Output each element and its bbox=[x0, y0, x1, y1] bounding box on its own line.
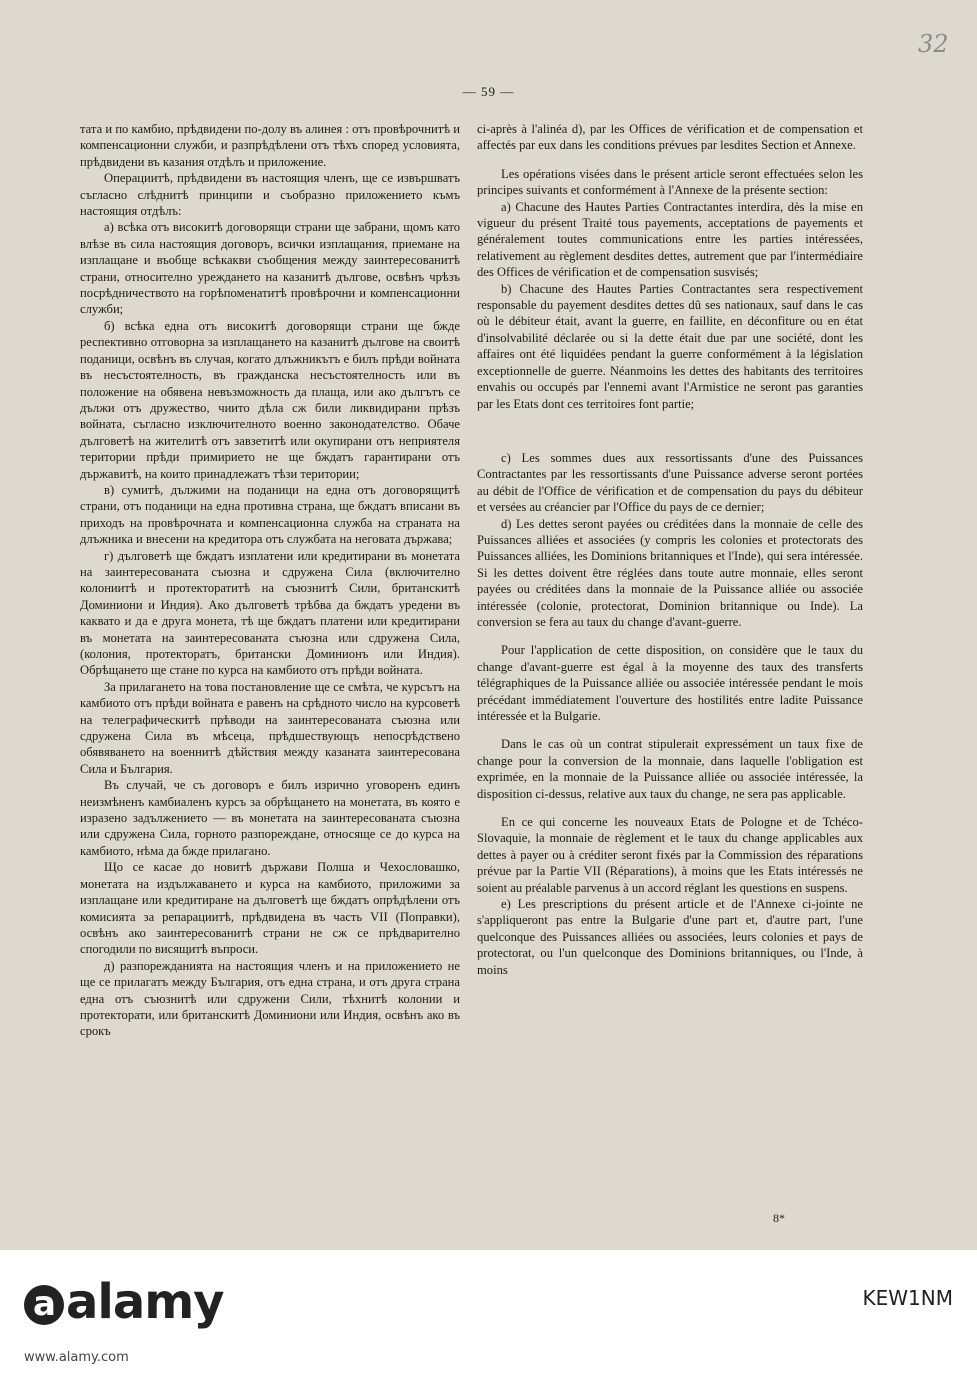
watermark-url: www.alamy.com bbox=[24, 1350, 129, 1365]
pencil-page-mark: 32 bbox=[918, 30, 949, 58]
paragraph: e) Les prescriptions du présent article et de l'Annexe ci-jointe ne s'appliqueront pas entre la Bulgarie d'une part et, d'autre part, l'une quelconque des Puissances alliées ou associées, leurs colonies et pays de protectorat, ou l'un quelconque des Dominions britanniques, ou l'Inde, à moins bbox=[477, 897, 863, 977]
paragraph: ci-après à l'alinéa d), par les Offices de vérification et de compensation et affectés par eux dans les conditions prévues par lesdites Section et Annexe. bbox=[477, 122, 863, 153]
paragraph: тата и по камбио, прѣдвидени по-долу въ алинея : отъ провѣрочнитѣ и компенсационни служби, и разпрѣдѣлени отъ тѣхъ според условията, прѣдвидени въ казания отдѣлъ и приложение. bbox=[80, 122, 460, 169]
paragraph: b) Chacune des Hautes Parties Contractantes sera respectivement responsable du payement desdites dettes dû ses nationaux, sauf dans le cas où le débiteur était, avant la guerre, en faillite, en déconfiture ou en état d'insolvabilité déclarée ou si la dette était due par une société, dont les affaires ont été liquidées pendant la guerre conformément à la législation exceptionnelle de guerre. Néanmoins les dettes des habitants des territoires envahis ou occupés par l'ennemi avant l'Armistice ne seront pas garanties par les Etats dont ces territoires font partie; bbox=[477, 281, 863, 411]
alamy-logo-icon: a bbox=[24, 1285, 64, 1325]
image-id: KEW1NM bbox=[862, 1286, 953, 1310]
alamy-logo-text: alamy bbox=[66, 1274, 224, 1330]
paragraph: б) всѣка една отъ високитѣ договорящи страни ще бжде респективно отговорна за изплащането на казанитѣ дългове на своитѣ поданици, освѣнъ въ случая, когато длъжникътъ е билъ прѣди войната въ несъстоятелность, въ гражданска несъстоятелность или въ положение на обявена невъзможность да плаща, или ако дългътъ се дължи отъ дружество, чиито дѣла сж били ликвидирани прѣзъ войната, съгласно изключителното военно законодателство. Обаче дълговетѣ на жителитѣ отъ завзетитѣ или окупирани отъ неприятеля територии прѣди примирието не ще бждатъ гарантирани отъ държавитѣ, на които принадлежатъ тѣзи територии; bbox=[80, 318, 460, 481]
paragraph: Въ случай, че съ договоръ е билъ изрично уговоренъ единъ неизмѣненъ камбиаленъ курсъ за обрѣщането на монетата, въ която е изразено задължението — въ монетата на заинтересованата съюзна или сдружена Сила, горното разпореждане, относяще се до курса на камбиото, нѣма да бжде прилагано. bbox=[80, 778, 460, 858]
paragraph: Pour l'application de cette disposition, on considère que le taux du change d'avant-guerre est égal à la moyenne des taux des transferts télégraphiques de la Puissance alliée ou associée intéressée pendant le mois précédant immédiatement l'ouverture des hostilités entre ladite Puissance intéressée et la Bulgarie. bbox=[477, 643, 863, 723]
printer-signature: 8* bbox=[773, 1211, 785, 1225]
alamy-logo bbox=[24, 1274, 224, 1330]
paragraph: En ce qui concerne les nouveaux Etats de Pologne et de Tchéco-Slovaquie, la monnaie de règlement et le taux du change applicables aux dettes à payer ou à créditer seront fixés par la Commission des réparations prévue par la Partie VII (Réparations), à moins que les Etats intéressés ne soient au préalable parvenus à un accord réglant les questions en suspens. bbox=[477, 815, 863, 895]
paragraph: а) всѣка отъ високитѣ договорящи страни ще забрани, щомъ като влѣзе въ сила настоящия договоръ, всички изплащания, приемане на изплащане и въобще всѣкакви съобщения между заинтересованитѣ страни, относително уреждането на казанитѣ дългове, освѣнъ чрѣзъ посрѣдничеството на горѣпоменатитѣ провѣрочни и компенсационни служби; bbox=[80, 220, 460, 317]
paragraph: За прилагането на това постановление ще се смѣта, че курсътъ на камбиото отъ прѣди войната е равенъ на срѣдното число на курсоветѣ на телеграфическитѣ прѣводи на заинтересованата съюзна или сдружена Сила въ мѣсеца, прѣдшествующъ непосрѣдствено обявяването на военнитѣ дѣйствия между казаната заинтересована Сила и България. bbox=[80, 679, 460, 776]
paragraph: Що се касае до новитѣ държави Полша и Чехословашко, монетата на издължаването и курса на камбиото, приложими за изплащане или кредитиране на дълговетѣ ще бждатъ опрѣдѣлени отъ комисията за репарациитѣ, прѣдвидена въ часть VII (Поправки), освѣнъ ако заинтересованитѣ страни не сж се прѣдварително спогодили по висящитѣ въпроси. bbox=[80, 860, 460, 957]
paragraph: Dans le cas où un contrat stipulerait expressément un taux fixe de change pour la conversion de la monnaie, dans laquelle l'obligation est exprimée, en la monnaie de la Puissance alliée ou associée intéressée, la disposition ci-dessus, relative aux taux du change, ne sera pas applicable. bbox=[477, 737, 863, 801]
page-number: — 59 — bbox=[462, 84, 515, 99]
paragraph: c) Les sommes dues aux ressortissants d'une des Puissances Contractantes par les ressortissants d'une Puissance adverse seront portées au débit de l'Office de vérification et de compensation du pays du débiteur et versées au créancier par l'Office du pays de ce dernier; bbox=[477, 450, 863, 515]
paragraph: a) Chacune des Hautes Parties Contractantes interdira, dès la mise en vigueur du présent Traité tous payements, acceptations de payements et généralement toutes communications entre les parties intéressées, relativement au règlement desdites dettes, autrement que par l'intermédiaire des Offices de vérification et de compensation susvisés; bbox=[477, 199, 863, 280]
paragraph: г) дълговетѣ ще бждатъ изплатени или кредитирани въ монетата на заинтересованата съюзна и сдружена Сила (включително колониитѣ и протекторатитѣ на съюзнитѣ Сили, британскитѣ Доминиони и Индия). Ако дълговетѣ трѣбва да бждатъ уредени въ каквато и да е друга монета, тѣ ще бждатъ платени или кредитирани въ монетата на заинтересованата съюзна или сдружена Сила, (колония, протекторатъ, британски Доминионъ или Индия). Обрѣщането ще стане по курса на камбиото отъ прѣди войната. bbox=[80, 548, 460, 678]
paragraph: в) сумитѣ, дължими на поданици на една отъ договорящитѣ страни, отъ поданици на една противна страна, ще бждатъ вписани въ приходъ на провѣрочната и компенсационна служба на страната на длъжника и внесени на кредитора отъ службата на неговата държава; bbox=[80, 482, 460, 547]
paragraph: д) разпорежданията на настоящия членъ и на приложението не ще се прилагатъ между България, отъ една страна, и отъ друга страна една отъ съюзнитѣ или сдружени Сили, тѣхнитѣ колонии и протекторати, или британскитѣ Доминиони или Индия, освѣнъ ако въ срокъ bbox=[80, 958, 460, 1039]
paragraph: d) Les dettes seront payées ou créditées dans la monnaie de celle des Puissances alliées et associées (y compris les colonies et protectorats des Puissances alliées, les Dominions britanniques et l'Inde), qui sera intéressée. Si les dettes doivent être réglées dans toute autre monnaie, elles seront payées ou créditées dans la monnaie de la Puissance alliée ou associée intéressée (colonie, protectorat, Dominion britannique ou Inde). La conversion se fera au taux du change d'avant-guerre. bbox=[477, 516, 863, 629]
paragraph: Операциитѣ, прѣдвидени въ настоящия членъ, ще се извършватъ съгласно слѣднитѣ принципи и съобразно приложението къмъ настоящия отдѣлъ: bbox=[80, 171, 460, 219]
french-text-column bbox=[477, 121, 863, 978]
bulgarian-text-column bbox=[80, 121, 460, 1040]
paragraph: Les opérations visées dans le présent article seront effectuées selon les principes suivants et conformément à l'Annexe de la présente section: bbox=[477, 166, 863, 198]
